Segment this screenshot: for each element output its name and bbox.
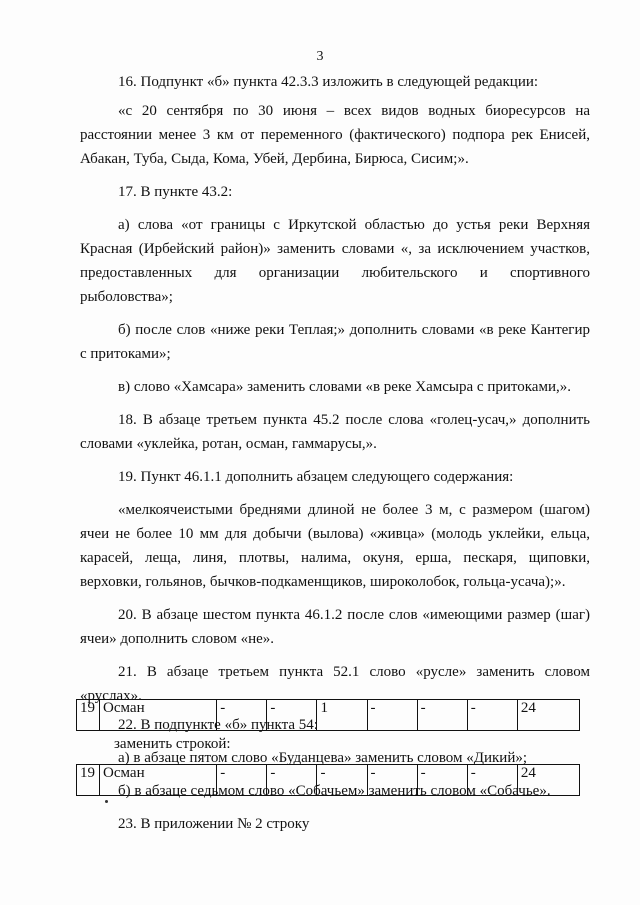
table-cell-species: Осман bbox=[100, 700, 217, 731]
paragraph-22b: б) в абзаце седьмом слово «Собачьем» заменить словом «Собачье». bbox=[118, 783, 551, 799]
scan-speck bbox=[105, 800, 108, 803]
paragraph-16-text: «с 20 сентября по 30 июня – всех видов водных биоресурсов на расстоянии менее 3 км от переменного (фактического) подпора рек Енисей, Абакан, Туба, Сыда, Кома, Убей, Дербина, Бирюса, Сисим;». bbox=[80, 103, 590, 167]
table-old-row bbox=[76, 699, 580, 731]
paragraph-18: 18. В абзаце третьем пункта 45.2 после слова «голец-усач,» дополнить словами «уклейка, ротан, осман, гаммарусы,». bbox=[80, 412, 590, 452]
table-cell: - bbox=[267, 700, 317, 731]
paragraph-21: 21. В абзаце третьем пункта 52.1 слово «русле» заменить словом «руслах». bbox=[80, 664, 590, 704]
table-cell-species: Осман bbox=[100, 765, 217, 796]
table-cell: - bbox=[267, 765, 317, 796]
table-row bbox=[77, 700, 580, 731]
table-cell: - bbox=[217, 765, 267, 796]
table-cell: 1 bbox=[317, 700, 367, 731]
paragraph-17b: б) после слов «ниже реки Теплая;» дополнить словами «в реке Кантегир с притоками»; bbox=[80, 322, 590, 362]
table-cell: - bbox=[367, 765, 417, 796]
paragraph-22a: а) в абзаце пятом слово «Буданцева» заменить словом «Дикий»; bbox=[118, 750, 528, 766]
paragraph-22: 22. В подпункте «б» пункта 54: bbox=[118, 717, 318, 733]
table-cell: - bbox=[467, 700, 517, 731]
table-cell-number: 19 bbox=[77, 765, 100, 796]
paragraph-17: 17. В пункте 43.2: bbox=[118, 184, 233, 200]
table-cell: - bbox=[417, 765, 467, 796]
paragraph-20: 20. В абзаце шестом пункта 46.1.2 после слов «имеющими размер (шаг) ячеи» дополнить словом «не». bbox=[80, 607, 590, 647]
table-cell-number: 19 bbox=[77, 700, 100, 731]
table-cell-total: 24 bbox=[517, 765, 579, 796]
replace-label: заменить строкой: bbox=[114, 736, 231, 752]
table-cell: - bbox=[367, 700, 417, 731]
table-cell: - bbox=[417, 700, 467, 731]
table-cell: - bbox=[317, 765, 367, 796]
page-number: 3 bbox=[316, 49, 324, 64]
paragraph-17c: в) слово «Хамсара» заменить словами «в реке Хамсыра с притоками,». bbox=[118, 379, 571, 395]
paragraph-19: 19. Пункт 46.1.1 дополнить абзацем следующего содержания: bbox=[118, 469, 514, 485]
paragraph-23: 23. В приложении № 2 строку bbox=[118, 816, 310, 832]
table-cell: - bbox=[467, 765, 517, 796]
table-cell: - bbox=[217, 700, 267, 731]
paragraph-19-text: «мелкоячеистыми бреднями длиной не более 3 м, с размером (шагом) ячеи не более 10 мм для добычи (вылова) «живца» (молодь уклейки, ельца, карасей, леща, линя, плотвы, налима, окуня, ерша, пескаря, щиповки, верховки, гольянов, бычков-подкаменщиков, широколобок, гольца-усача);». bbox=[80, 502, 590, 590]
table-row bbox=[77, 765, 580, 796]
paragraph-17a: а) слова «от границы с Иркутской областью до устья реки Верхняя Красная (Ирбейский район)» заменить словами «, за исключением участков, предоставленных для организации любительского и спортивного рыболовства»; bbox=[80, 217, 590, 305]
table-cell-total: 24 bbox=[517, 700, 579, 731]
paragraph-16: 16. Подпункт «б» пункта 42.3.3 изложить в следующей редакции: bbox=[118, 74, 539, 90]
table-new-row bbox=[76, 764, 580, 796]
